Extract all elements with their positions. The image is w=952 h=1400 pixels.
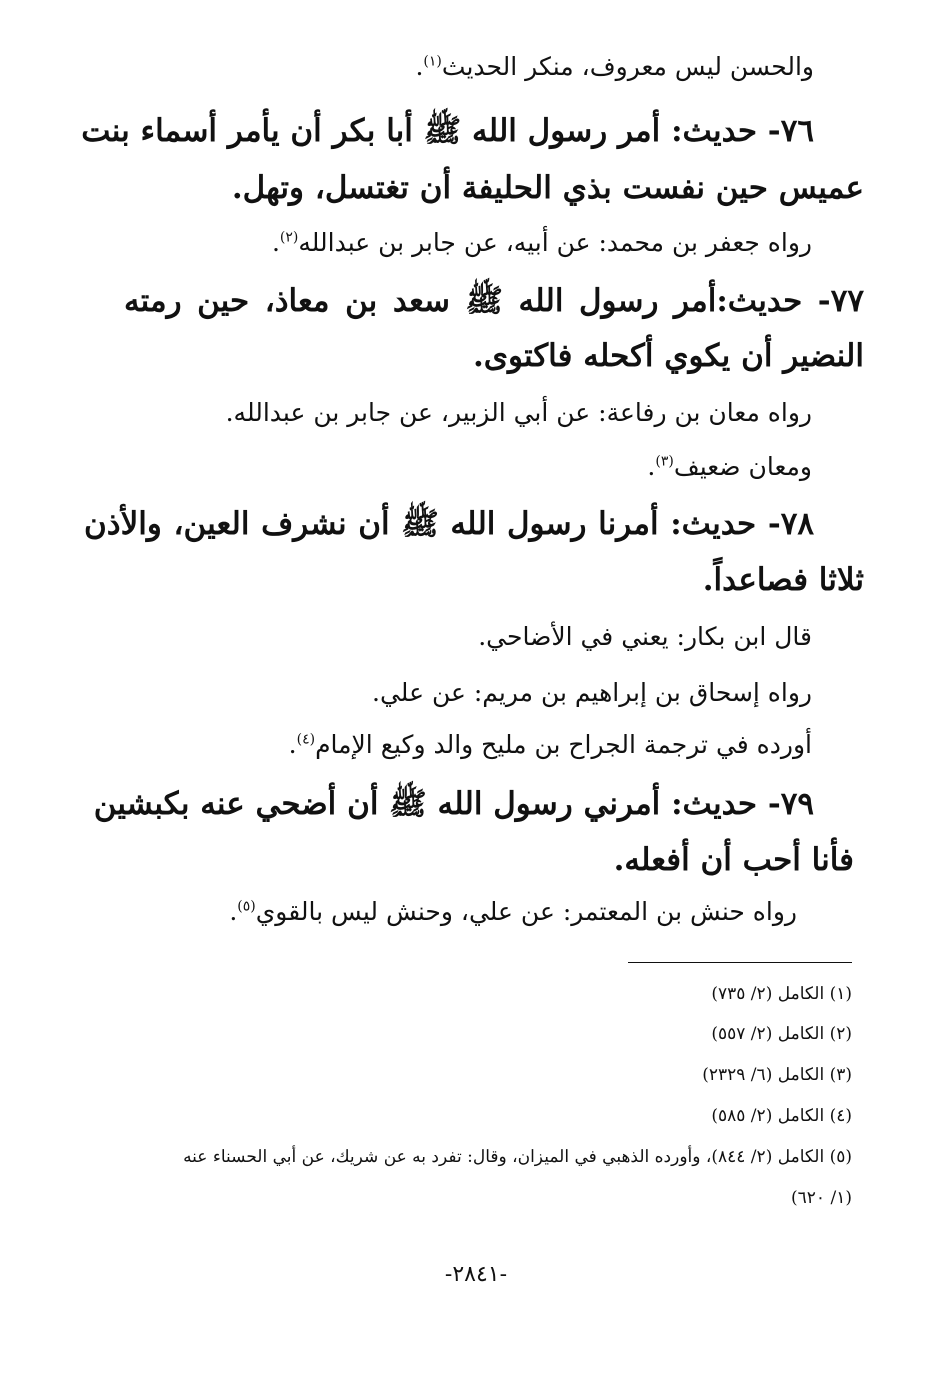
footnote-5-continued: (١/ ٦٢٠) xyxy=(791,1188,852,1208)
text-line-16 xyxy=(229,897,797,926)
line-text: رواه حنش بن المعتمر: عن علي، وحنش ليس بالقوي xyxy=(255,897,797,926)
hadith-76-line-2: عميس حين نفست بذي الحليفة أن تغتسل، وتهل. xyxy=(231,170,864,206)
footnote-marker-2: (٢) xyxy=(279,229,299,246)
hadith-76-line-1: ٧٦- حديث: أمر رسول الله ﷺ أبا بكر أن يأمر أسماء بنت xyxy=(81,113,814,149)
footnote-marker-3: (٣) xyxy=(655,453,674,470)
text-line-4 xyxy=(272,228,812,257)
text-line-1 xyxy=(415,52,814,81)
line-end: . xyxy=(415,52,424,81)
line-end: . xyxy=(288,730,297,759)
text-line-8 xyxy=(647,452,812,481)
line-text: والحسن ليس معروف، منكر الحديث xyxy=(441,52,814,81)
footnote-2: (٢) الكامل (٢/ ٥٥٧) xyxy=(711,1024,852,1044)
footnote-separator xyxy=(628,962,852,963)
footnote-4: (٤) الكامل (٢/ ٥٨٥) xyxy=(711,1106,852,1126)
hadith-78-line-1: ٧٨- حديث: أمرنا رسول الله ﷺ أن نشرف العين، والأذن xyxy=(84,506,814,542)
line-text: رواه جعفر بن محمد: عن أبيه، عن جابر بن عبدالله xyxy=(298,228,812,257)
line-end: . xyxy=(271,228,280,257)
footnote-marker-5: (٥) xyxy=(237,898,256,915)
footnote-5: (٥) الكامل (٢/ ٨٤٤)، وأورده الذهبي في الميزان، وقال: تفرد به عن شريك، عن أبي الحسناء عنه xyxy=(183,1147,852,1167)
hadith-79-line-1: ٧٩- حديث: أمرني رسول الله ﷺ أن أضحي عنه بكبشين xyxy=(93,786,814,822)
footnote-3: (٣) الكامل (٦/ ٢٣٢٩) xyxy=(702,1065,852,1085)
hadith-79-line-2: فأنا أحب أن أفعله. xyxy=(613,842,854,878)
hadith-77-line-2: النضير أن يكوي أكحله فاكتوى. xyxy=(472,338,864,374)
footnote-1: (١) الكامل (٢/ ٧٣٥) xyxy=(711,984,852,1004)
text-line-11: قال ابن بكار: يعني في الأضاحي. xyxy=(478,622,812,651)
line-text: أورده في ترجمة الجراح بن مليح والد وكيع الإمام xyxy=(315,730,812,759)
text-line-13 xyxy=(289,730,812,759)
line-end: . xyxy=(647,452,656,481)
text-line-12: رواه إسحاق بن إبراهيم بن مريم: عن علي. xyxy=(372,678,812,707)
line-end: . xyxy=(229,897,238,926)
page-number: -٢٨٤١- xyxy=(444,1262,508,1287)
footnote-marker-1: (١) xyxy=(423,53,442,70)
hadith-77-line-1: ٧٧- حديث:أمر رسول الله ﷺ سعد بن معاذ، حين رمته xyxy=(124,283,864,319)
line-text: ومعان ضعيف xyxy=(673,452,812,481)
footnote-marker-4: (٤) xyxy=(296,731,316,748)
text-line-7: رواه معان بن رفاعة: عن أبي الزبير، عن جابر بن عبدالله. xyxy=(225,398,812,427)
hadith-78-line-2: ثلاثا فصاعداً. xyxy=(702,562,864,598)
